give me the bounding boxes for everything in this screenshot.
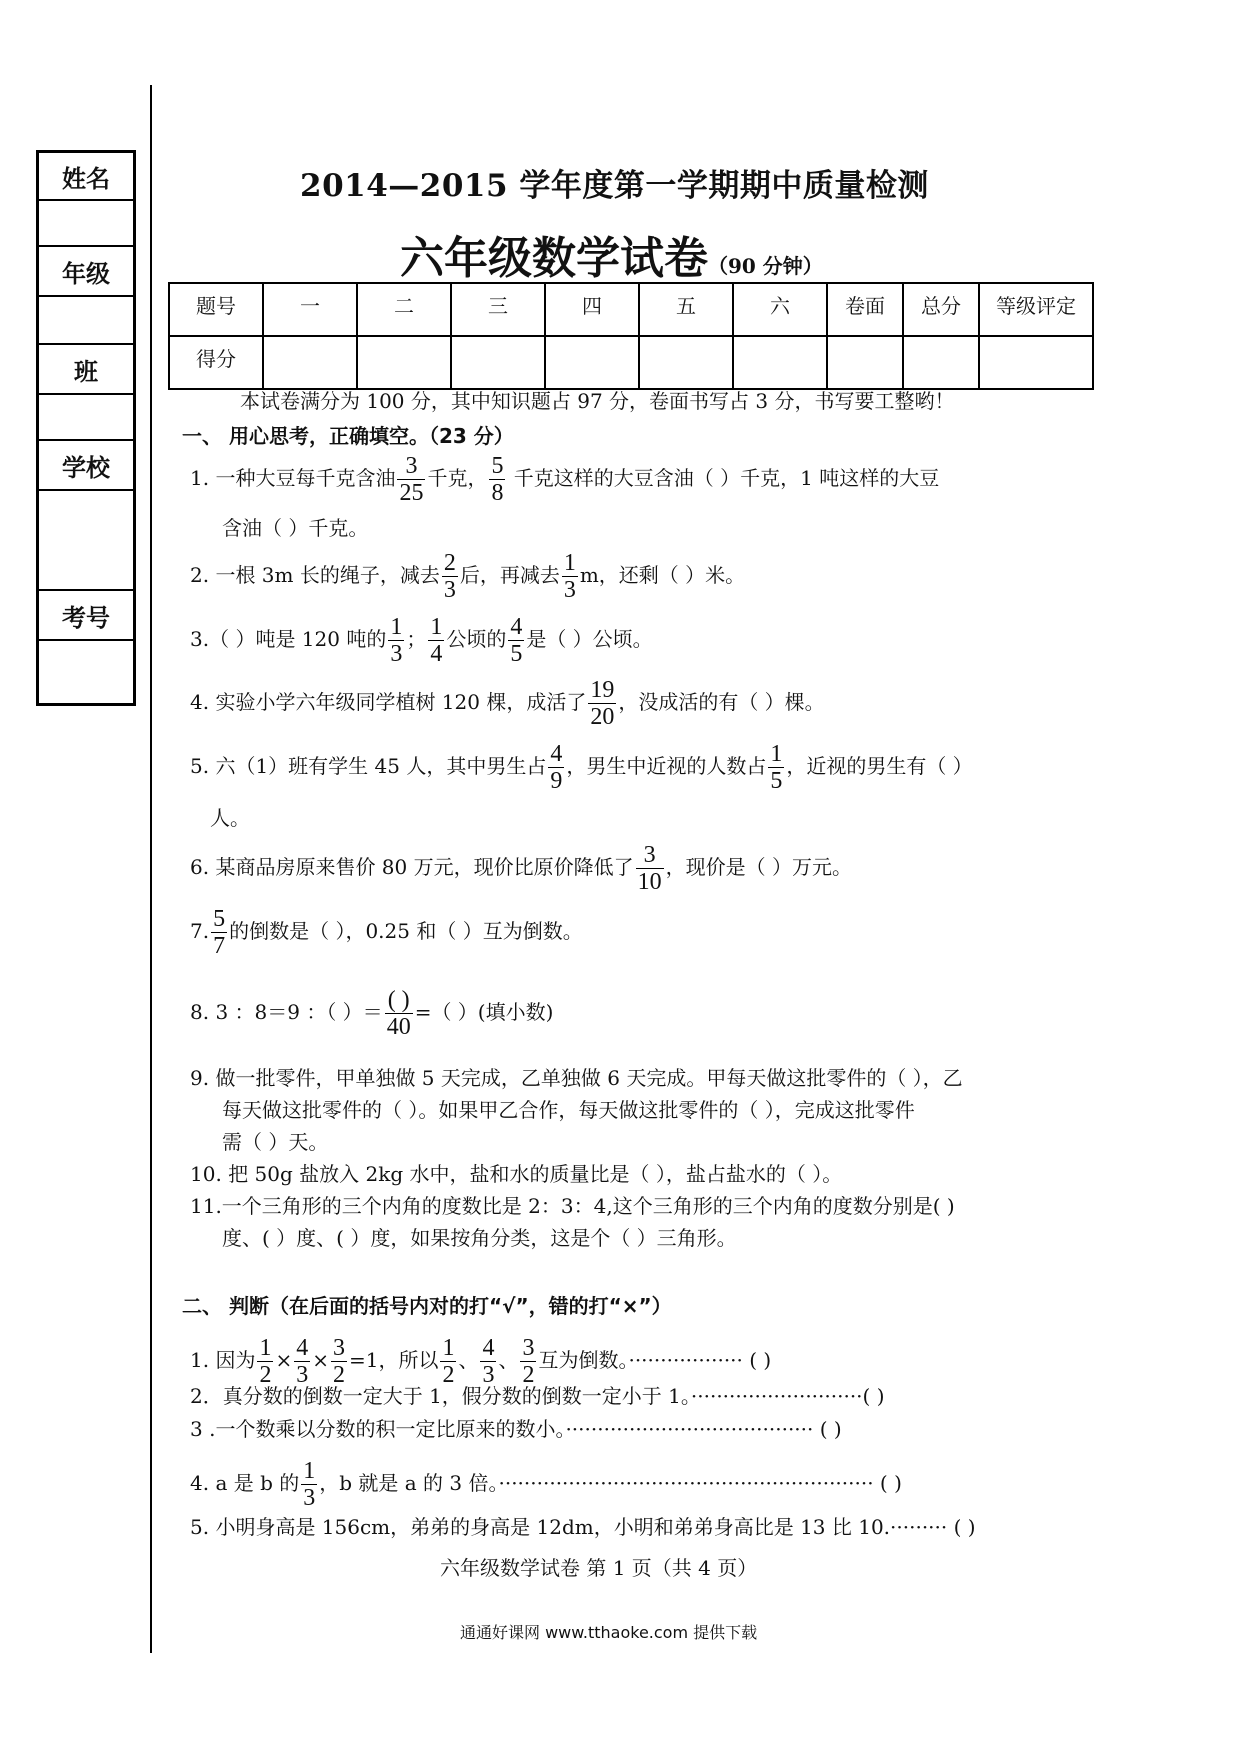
section1-title: 一、 用心思考，正确填空。（23 分） (182, 424, 514, 448)
fraction: $\frac{2}{3}$ (443, 550, 456, 603)
question-4 (190, 677, 825, 730)
duration: （90 分钟） (708, 254, 823, 278)
fraction: $\frac{1}{5}$ (770, 741, 783, 794)
fraction: $\frac{1}{2}$ (259, 1335, 272, 1388)
fraction: $\frac{1}{4}$ (430, 614, 443, 667)
header-cell: 等级评定 (979, 283, 1093, 336)
separator: 、 (498, 1348, 519, 1372)
watermark: 通通好课网 www.tthaoke.com 提供下载 (460, 1623, 758, 1642)
q5-text-c: ，近视的男生有（ ） (786, 754, 973, 778)
school-field[interactable] (39, 491, 133, 591)
question-1-cont: 含油（ ）千克。 (222, 516, 369, 540)
q6-text-b: ，现价是（ ）万元。 (665, 855, 852, 879)
fraction: $\frac{19}{20}$ (590, 677, 615, 730)
score-table (168, 282, 1094, 390)
score-cell[interactable] (451, 336, 545, 389)
q1-text-b: 千克， (427, 466, 488, 490)
score-cell[interactable] (827, 336, 903, 389)
score-cell[interactable] (357, 336, 451, 389)
fraction: $\frac{3}{10}$ (637, 842, 662, 895)
q5-text-b: ，男生中近视的人数占 (566, 754, 767, 778)
score-cell[interactable] (733, 336, 827, 389)
fraction: $\frac{3}{25}$ (399, 453, 424, 506)
fraction: $\frac{4}{9}$ (550, 741, 563, 794)
q3-text-c: 公顷的 (446, 627, 507, 651)
score-table-header-row (169, 283, 1093, 336)
question-1 (190, 453, 939, 506)
judgment-4 (190, 1458, 902, 1511)
fraction: $\frac{4}{5}$ (510, 614, 523, 667)
exam-title: 2014—2015 学年度第一学期期中质量检测 (300, 168, 929, 204)
page-footer: 六年级数学试卷 第 1 页（共 4 页） (440, 1556, 758, 1580)
header-cell: 卷面 (827, 283, 903, 336)
q2-text-b: 后，再减去 (459, 563, 560, 587)
question-11-line2: 度、( ）度、( ）度，如果按角分类，这是个（ ）三角形。 (222, 1226, 737, 1250)
score-cell[interactable] (979, 336, 1093, 389)
header-cell: 三 (451, 283, 545, 336)
intro-text: 本试卷满分为 100 分，其中知识题占 97 分，卷面书写占 3 分，书写要工整哟！ (240, 389, 955, 413)
times-sign: × (275, 1348, 293, 1372)
judgment-2: 2．真分数的倒数一定大于 1，假分数的倒数一定小于 1。···························( ) (190, 1384, 885, 1408)
fraction: $\frac{3}{2}$ (522, 1335, 535, 1388)
section2-title: 二、 判断（在后面的括号内对的打“√”，错的打“×”） (182, 1294, 672, 1318)
fraction: $\frac{3}{2}$ (332, 1335, 345, 1388)
score-table-score-row (169, 336, 1093, 389)
q5-text-a: 5. 六（1）班有学生 45 人，其中男生占 (190, 754, 547, 778)
student-info-box (36, 150, 136, 706)
judgment-5: 5. 小明身高是 156cm，弟弟的身高是 12dm，小明和弟弟身高比是 13 比 10.········· ( ) (190, 1515, 976, 1539)
question-8 (190, 987, 553, 1040)
score-cell[interactable] (263, 336, 357, 389)
score-cell[interactable] (639, 336, 733, 389)
subtitle-text: 六年级数学试卷 (400, 233, 708, 284)
exam-number-field[interactable] (39, 641, 133, 703)
row-label: 得分 (169, 336, 263, 389)
q1-text-c: 千克这样的大豆含油（ ）千克，1 吨这样的大豆 (507, 466, 940, 490)
fraction: $\frac{5}{7}$ (213, 906, 226, 959)
header-cell: 六 (733, 283, 827, 336)
exam-number-label: 考号 (39, 591, 133, 641)
q8-text-a: 8. 3 ：8＝9 ：（ ）＝ (190, 1000, 383, 1024)
header-cell: 四 (545, 283, 639, 336)
j1-text-a: 1. 因为 (190, 1348, 256, 1372)
question-9-line1: 9. 做一批零件，甲单独做 5 天完成，乙单独做 6 天完成。甲每天做这批零件的（ ），乙 (190, 1066, 963, 1090)
fraction: $\frac{4}{3}$ (296, 1335, 309, 1388)
question-2 (190, 550, 745, 603)
times-sign: × (312, 1348, 329, 1372)
question-3 (190, 614, 653, 667)
q4-text-b: ，没成活的有（ ）棵。 (618, 690, 825, 714)
fraction: $\frac{( )}{40}$ (386, 987, 411, 1040)
header-cell: 二 (357, 283, 451, 336)
q2-text-a: 2. 一根 3m 长的绳子，减去 (190, 563, 440, 587)
j1-text-c: 互为倒数。·················· ( ) (538, 1348, 772, 1372)
header-cell: 题号 (169, 283, 263, 336)
q2-text-c: m，还剩（ ）米。 (579, 563, 746, 587)
q4-text-a: 4. 实验小学六年级同学植树 120 棵，成活了 (190, 690, 587, 714)
fraction: $\frac{1}{2}$ (442, 1335, 455, 1388)
question-10: 10. 把 50g 盐放入 2kg 水中，盐和水的质量比是（ ），盐占盐水的（ ）。 (190, 1162, 843, 1186)
q3-text-b: ； (406, 627, 427, 651)
q8-text-b: =（ ）(填小数) (414, 1000, 554, 1024)
q3-text-a: 3.（ ）吨是 120 吨的 (190, 627, 387, 651)
binding-line (150, 85, 152, 1653)
question-6 (190, 842, 852, 895)
q1-text-a: 1. 一种大豆每千克含油 (190, 466, 396, 490)
header-cell: 总分 (903, 283, 979, 336)
header-cell: 一 (263, 283, 357, 336)
question-5 (190, 741, 973, 794)
fraction: $\frac{4}{3}$ (482, 1335, 495, 1388)
question-5-cont: 人。 (210, 806, 250, 830)
class-label: 班 (39, 345, 133, 395)
question-9-line2: 每天做这批零件的（ ）。如果甲乙合作，每天做这批零件的（ ），完成这批零件 (222, 1098, 915, 1122)
name-field[interactable] (39, 201, 133, 247)
fraction: $\frac{1}{3}$ (390, 614, 403, 667)
fraction: $\frac{5}{8}$ (491, 453, 504, 506)
fraction: $\frac{1}{3}$ (563, 550, 576, 603)
score-cell[interactable] (545, 336, 639, 389)
q3-text-d: 是（ ）公顷。 (526, 627, 653, 651)
j4-text-b: ，b 就是 a 的 3 倍。··························································· ( ) (319, 1471, 902, 1495)
q7-text-a: 7. (190, 919, 210, 943)
j4-text-a: 4. a 是 b 的 (190, 1471, 300, 1495)
judgment-1 (190, 1335, 771, 1388)
question-9-line3: 需（ ）天。 (222, 1130, 329, 1154)
grade-label: 年级 (39, 247, 133, 297)
grade-field[interactable] (39, 297, 133, 345)
question-11-line1: 11.一个三角形的三个内角的度数比是 2：3：4,这个三角形的三个内角的度数分别是( ) (190, 1194, 955, 1218)
header-cell: 五 (639, 283, 733, 336)
separator: 、 (458, 1348, 479, 1372)
j1-text-b: =1，所以 (348, 1348, 439, 1372)
q7-text-b: 的倒数是（ ），0.25 和（ ）互为倒数。 (229, 919, 583, 943)
class-field[interactable] (39, 395, 133, 441)
fraction: $\frac{1}{3}$ (303, 1458, 316, 1511)
question-7 (190, 906, 583, 959)
judgment-3: 3 .一个数乘以分数的积一定比原来的数小。······································· ( ) (190, 1417, 842, 1441)
q6-text-a: 6. 某商品房原来售价 80 万元，现价比原价降低了 (190, 855, 634, 879)
school-label: 学校 (39, 441, 133, 491)
name-label: 姓名 (39, 153, 133, 201)
score-cell[interactable] (903, 336, 979, 389)
exam-subtitle (400, 222, 823, 286)
